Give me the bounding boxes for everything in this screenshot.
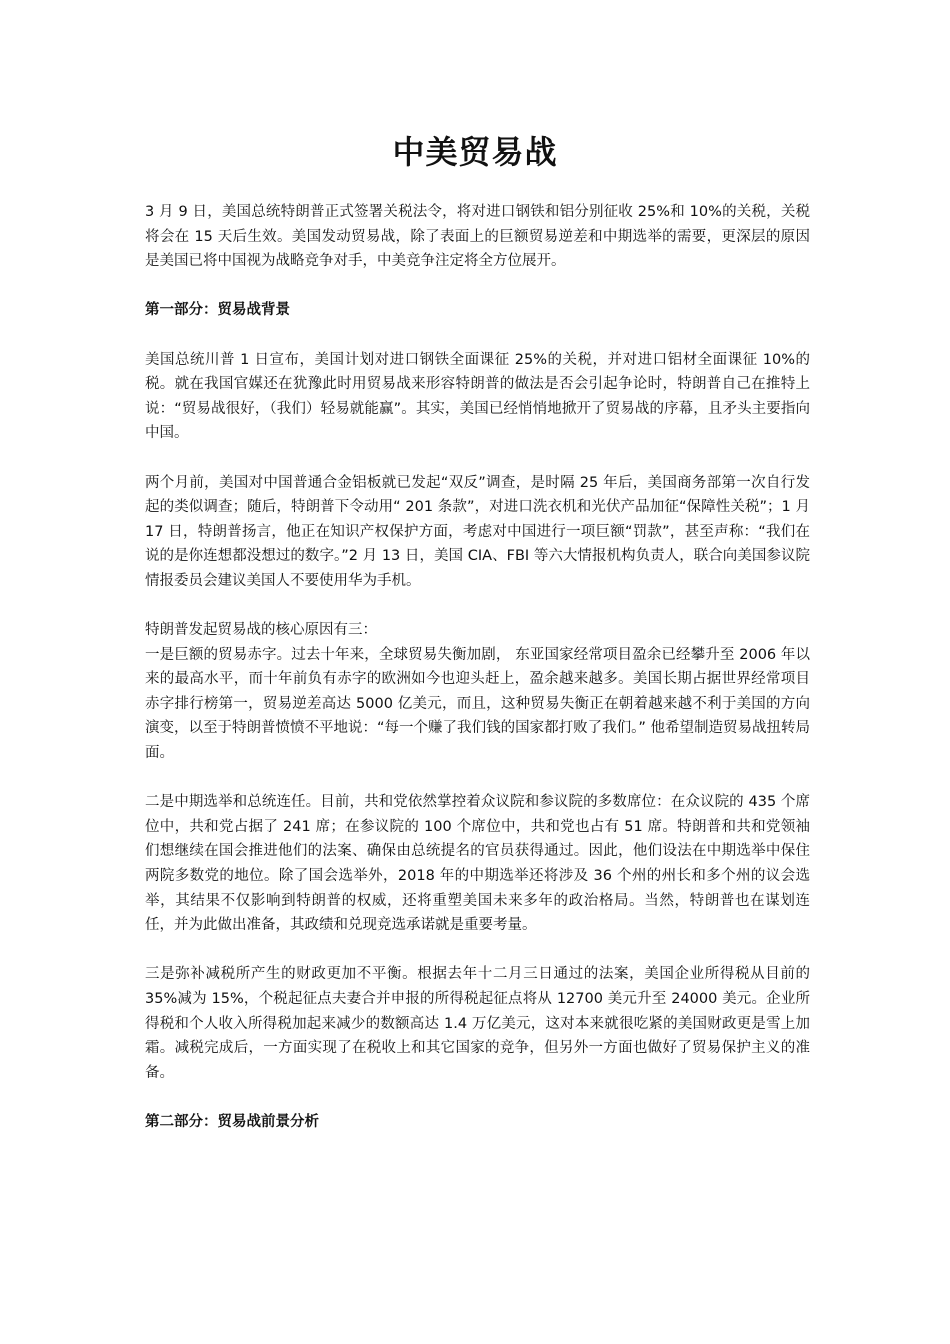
- section-1-paragraph-1: 美国总统川普 1 日宣布，美国计划对进口钢铁全面课征 25%的关税，并对进口铝材全面课征 10%的税。就在我国官媒还在犹豫此时用贸易战来形容特朗普的做法是否会引起争论时，特朗普自己在推特上说：“贸易战很好，（我们）轻易就能赢”。其实，美国已经悄悄地掀开了贸易战的序幕，且矛头主要指向中国。: [145, 351, 810, 442]
- reasons-lead: 特朗普发起贸易战的核心原因有三：: [145, 622, 377, 639]
- document-title: 中美贸易战: [392, 133, 558, 171]
- section-2-heading: 第二部分：贸易战前景分析: [145, 1113, 319, 1130]
- reason-1-paragraph: 一是巨额的贸易赤字。过去十年来，全球贸易失衡加剧， 东亚国家经常项目盈余已经攀升至 2006 年以来的最高水平，而十年前负有赤字的欧洲如今也迎头赶上，盈余越来越多。美国长期占据世界经常项目赤字排行榜第一，贸易逆差高达 5000 亿美元，而且，这种贸易失衡正在朝着越来越不利于美国的方向演变，以至于特朗普愤愤不平地说：“每一个赚了我们钱的国家都打败了我们。” 他希望制造贸易战扭转局面。: [145, 646, 810, 762]
- intro-paragraph: 3 月 9 日，美国总统特朗普正式签署关税法令，将对进口钢铁和铝分别征收 25%和 10%的关税，关税将会在 15 天后生效。美国发动贸易战，除了表面上的巨额贸易逆差和中期选举的需要，更深层的原因是美国已将中国视为战略竞争对手，中美竞争注定将全方位展开。: [145, 204, 810, 270]
- section-1-heading: 第一部分：贸易战背景: [145, 302, 290, 319]
- reason-2-paragraph: 二是中期选举和总统连任。目前，共和党依然掌控着众议院和参议院的多数席位：在众议院的 435 个席位中，共和党占据了 241 席；在参议院的 100 个席位中，共和党也占有 51 席。特朗普和共和党领袖们想继续在国会推进他们的法案、确保由总统提名的官员获得通过。因此，他们设法在中期选举中保住两院多数党的地位。除了国会选举外，2018 年的中期选举还将涉及 36 个州的州长和多个州的议会选举，其结果不仅影响到特朗普的权威，还将重塑美国未来多年的政治格局。当然，特朗普也在谋划连任，并为此做出准备，其政绩和兑现竞选承诺就是重要考量。: [145, 794, 810, 934]
- section-1-paragraph-2: 两个月前，美国对中国普通合金铝板就已发起“双反”调查，是时隔 25 年后，美国商务部第一次自行发起的类似调查；随后，特朗普下令动用“ 201 条款”，对进口洗衣机和光伏产品加征“保障性关税”；1 月 17 日，特朗普扬言，他正在知识产权保护方面，考虑对中国进行一项巨额“罚款”，甚至声称：“我们在说的是你连想都没想过的数字。”2 月 13 日，美国 CIA、FBI 等六大情报机构负责人，联合向美国参议院情报委员会建议美国人不要使用华为手机。: [145, 474, 810, 589]
- reason-3-paragraph: 三是弥补减税所产生的财政更加不平衡。根据去年十二月三日通过的法案，美国企业所得税从目前的 35%减为 15%，个税起征点夫妻合并申报的所得税起征点将从 12700 美元升至 24000 美元。企业所得税和个人收入所得税加起来减少的数额高达 1.4 万亿美元，这对本来就很吃紧的美国财政更是雪上加霜。减税完成后，一方面实现了在税收上和其它国家的竞争，但另外一方面也做好了贸易保护主义的准备。: [145, 966, 810, 1081]
- document-body: [145, 200, 810, 1135]
